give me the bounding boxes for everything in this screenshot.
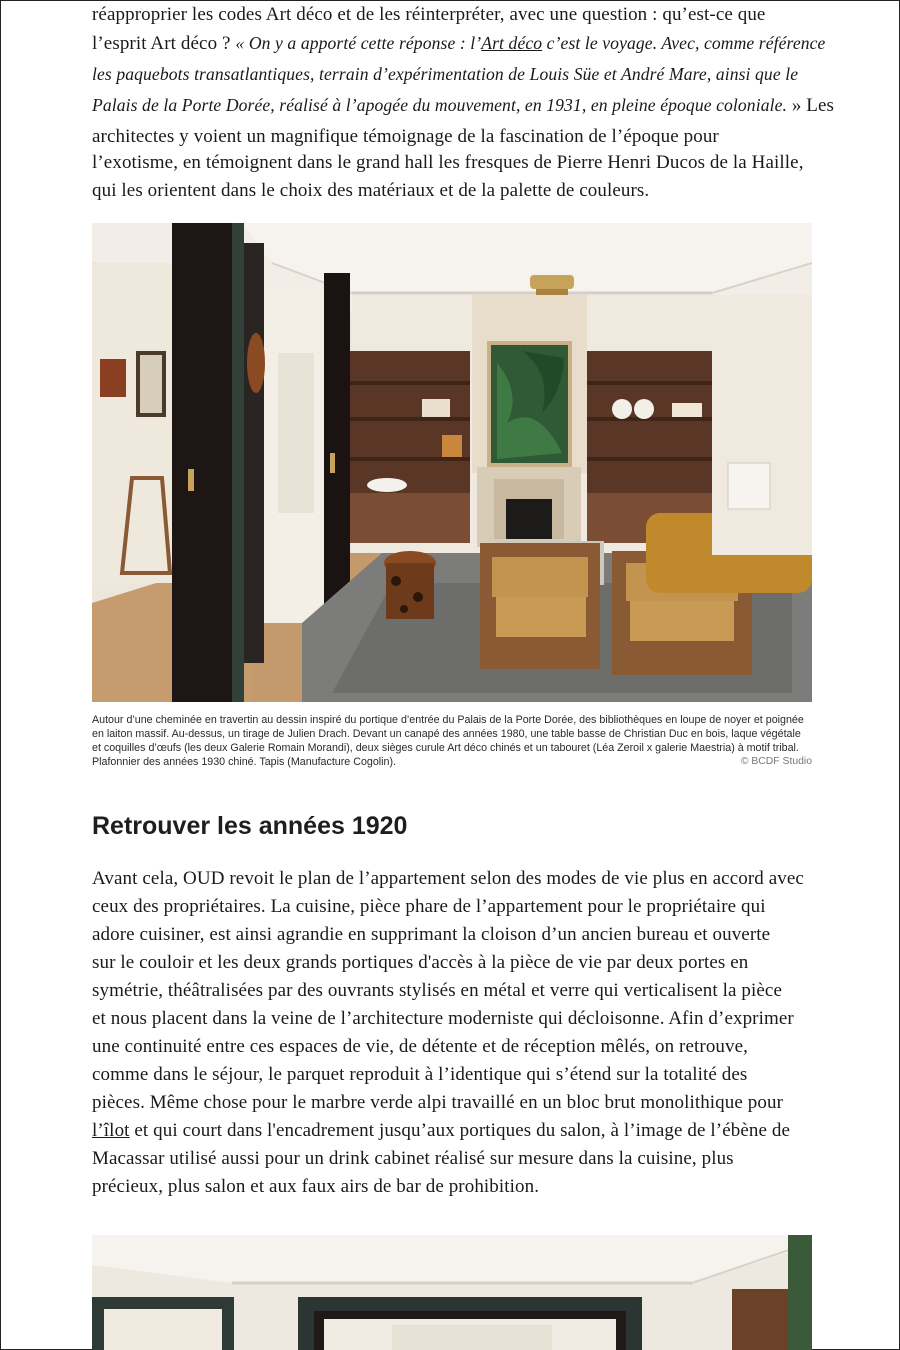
intro-line-1: réapproprier les codes Art déco et de les réinterpréter, avec une question : qu’est-ce que [92, 4, 766, 25]
section-line-2: ceux des propriétaires. La cuisine, pièce phare de l’appartement pour le propriétaire qui [92, 896, 766, 917]
section-line-8: comme dans le séjour, le parquet reproduit à l’identique qui s’étend sur la totalité des [92, 1064, 748, 1085]
living-room-photo[interactable] [92, 223, 812, 702]
section-line-6: et nous placent dans la veine de l’architecture moderniste qui décloisonne. Afin d’exprimer [92, 1008, 794, 1029]
intro-line-5: architectes y voient un magnifique témoignage de la fascination de l’époque pour [92, 126, 719, 147]
photo-credit: © BCDF Studio [740, 756, 812, 767]
quote-line-3: les paquebots transatlantiques, terrain d’expérimentation de Louis Süe et André Mare, ainsi que le [92, 64, 799, 84]
section-line-4: sur le couloir et les deux grands portiques d'accès à la pièce de vie par deux portes en [92, 952, 749, 973]
quote-line-4-text: Palais de la Porte Dorée, réalisé à l’apogée du mouvement, en 1931, en pleine époque coloniale. [92, 95, 787, 115]
section-line-3: adore cuisiner, est ainsi agrandie en supprimant la cloison d’un ancien bureau et ouverte [92, 924, 771, 945]
section-line-9: pièces. Même chose pour le marbre verde alpi travaillé en un bloc brut monolithique pour [92, 1092, 783, 1113]
section-line-1: Avant cela, OUD revoit le plan de l’appartement selon des modes de vie plus en accord avec [92, 868, 804, 889]
section-line-11: Macassar utilisé aussi pour un drink cabinet réalisé sur mesure dans la cuisine, plus [92, 1148, 734, 1169]
section-line-12: précieux, plus salon et aux faux airs de bar de prohibition. [92, 1176, 540, 1197]
intro-line-2-text: l’esprit Art déco ? [92, 33, 236, 54]
intro-line-6: l’exotisme, en témoignent dans le grand hall les fresques de Pierre Henri Ducos de la Haille, [92, 152, 804, 173]
ilot-link[interactable]: l’îlot [92, 1120, 130, 1141]
intro-line-2 [92, 29, 826, 59]
quote-part-2: c’est le voyage. Avec, comme référence [542, 33, 826, 53]
intro-paragraph [92, 1, 835, 205]
kitchen-illustration [92, 1235, 812, 1350]
section-heading: Retrouver les années 1920 [92, 812, 408, 840]
photo-caption [92, 713, 812, 769]
quote-open: « [235, 33, 249, 53]
section-line-10-text: et qui court dans l'encadrement jusqu’aux portiques du salon, à l’image de l’ébène de [129, 1120, 790, 1141]
section-line-10 [92, 1117, 812, 1145]
living-room-illustration [92, 223, 812, 702]
photo-caption-text: Autour d’une cheminée en travertin au dessin inspiré du portique d’entrée du Palais de la Porte Dorée, des bibliothèques en loupe de noyer et poignée en laiton massif. Au-dessus, un tirage de Julien Drach. Devant un canapé des années 1980, une table basse de Christian Duc en bois, laque végétale et coquilles d’œufs (les deux Galerie Romain Morandi), deux sièges curule Art déco chinés et un tabouret (Léa Zeroil x galerie Maestria) à motif tribal. Plafonnier des années 1930 chiné. Tapis (Manufacture Cogolin). [92, 714, 804, 768]
quote-part-1: On y a apporté cette réponse : l’ [248, 33, 482, 53]
section-paragraph [92, 865, 812, 1201]
quote-close: » Les [787, 95, 835, 116]
kitchen-photo[interactable] [92, 1235, 812, 1350]
art-deco-link[interactable]: Art déco [481, 33, 543, 53]
section-line-5: symétrie, théâtralisées par des ouvrants stylisés en métal et verre qui verticalisent la pièce [92, 980, 782, 1001]
quote-line-4 [92, 90, 835, 121]
intro-line-7: qui les orientent dans le choix des matériaux et de la palette de couleurs. [92, 180, 650, 201]
section-line-7: une continuité entre ces espaces de vie, de détente et de réception mêlés, on retrouve, [92, 1036, 748, 1057]
